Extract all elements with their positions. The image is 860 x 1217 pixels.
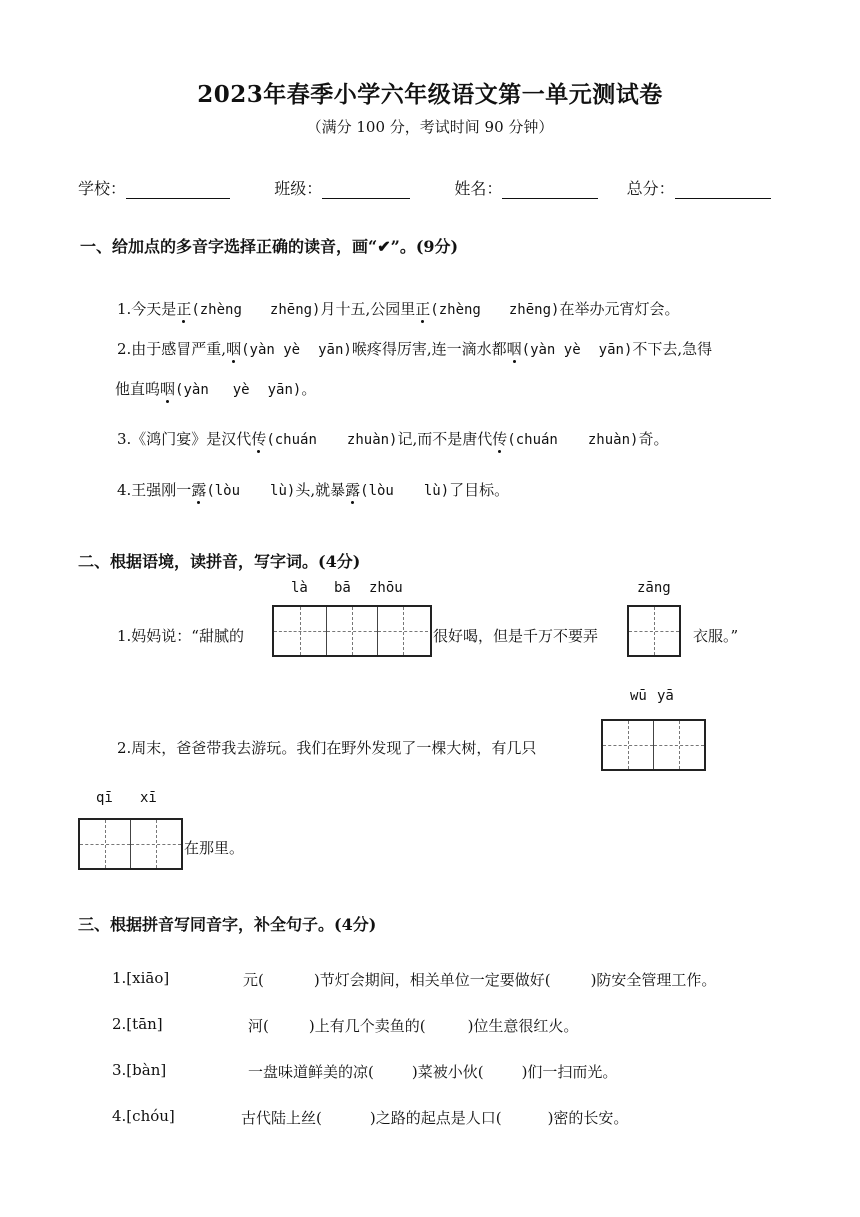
s2-q1-pre: 1.妈妈说：“甜腻的: [117, 627, 244, 645]
s1-question-3: 3.《鸿门宴》是汉代传(chuán zhuàn)记,而不是唐代传(chuán zhuàn)奇。: [117, 430, 669, 448]
writing-grid-labazhou[interactable]: [272, 605, 432, 657]
grid-cell[interactable]: [603, 721, 654, 769]
grid-cell[interactable]: [327, 607, 378, 655]
s1-question-2: 2.由于感冒严重,咽(yàn yè yān)喉疼得厉害,连一滴水都咽(yàn yè yān)不下去,急得: [117, 340, 713, 358]
grid-cell[interactable]: [654, 721, 704, 769]
writing-grid-zang[interactable]: [627, 605, 681, 657]
school-field[interactable]: [126, 180, 230, 199]
s1-question-1: 1.今天是正(zhèng zhēng)月十五,公园里正(zhèng zhēng)在举办元宵灯会。: [117, 300, 680, 318]
pinyin-ya: yā: [657, 688, 674, 704]
pinyin-xi: xī: [140, 790, 157, 806]
total-label: 总分：: [626, 179, 675, 198]
section-3-heading: 三、根据拼音写同音字，补全句子。(4分): [78, 915, 377, 934]
pinyin-la: là: [291, 580, 308, 596]
grid-cell[interactable]: [629, 607, 679, 655]
writing-grid-qixi[interactable]: [78, 818, 183, 870]
page-subtitle: （满分 100 分，考试时间 90 分钟）: [306, 118, 554, 136]
section-1-heading: 一、给加点的多音字选择正确的读音，画“✔”。(9分): [80, 237, 459, 256]
s1-question-4: 4.王强刚一露(lòu lù)头,就暴露(lòu lù)了目标。: [117, 481, 510, 499]
name-field[interactable]: [502, 180, 598, 199]
grid-cell[interactable]: [131, 820, 181, 868]
grid-cell[interactable]: [378, 607, 428, 655]
student-info-row: [78, 176, 771, 199]
s2-q1-post: 衣服。”: [693, 627, 739, 645]
pinyin-ba: bā: [334, 580, 351, 596]
pinyin-zang: zāng: [637, 580, 671, 596]
school-label: 学校：: [78, 179, 127, 198]
grid-cell[interactable]: [80, 820, 131, 868]
pinyin-wu: wū: [630, 688, 647, 704]
page-title: 2023年春季小学六年级语文第一单元测试卷: [197, 81, 663, 108]
pinyin-zhou: zhōu: [369, 580, 403, 596]
section-2-heading: 二、根据语境，读拼音，写字词。(4分): [78, 552, 361, 571]
s1-question-2-cont: 他直呜咽(yàn yè yān)。: [115, 380, 317, 398]
name-label: 姓名：: [454, 179, 503, 198]
writing-grid-wuya[interactable]: [601, 719, 706, 771]
s2-q2-post: 在那里。: [184, 839, 245, 857]
s2-q2-pre: 2.周末，爸爸带我去游玩。我们在野外发现了一棵大树，有几只: [117, 739, 537, 757]
pinyin-qi: qī: [96, 790, 113, 806]
grid-cell[interactable]: [274, 607, 327, 655]
class-field[interactable]: [322, 180, 410, 199]
s2-q1-mid: 很好喝，但是千万不要弄: [433, 627, 599, 645]
class-label: 班级：: [274, 179, 323, 198]
total-field[interactable]: [675, 180, 771, 199]
